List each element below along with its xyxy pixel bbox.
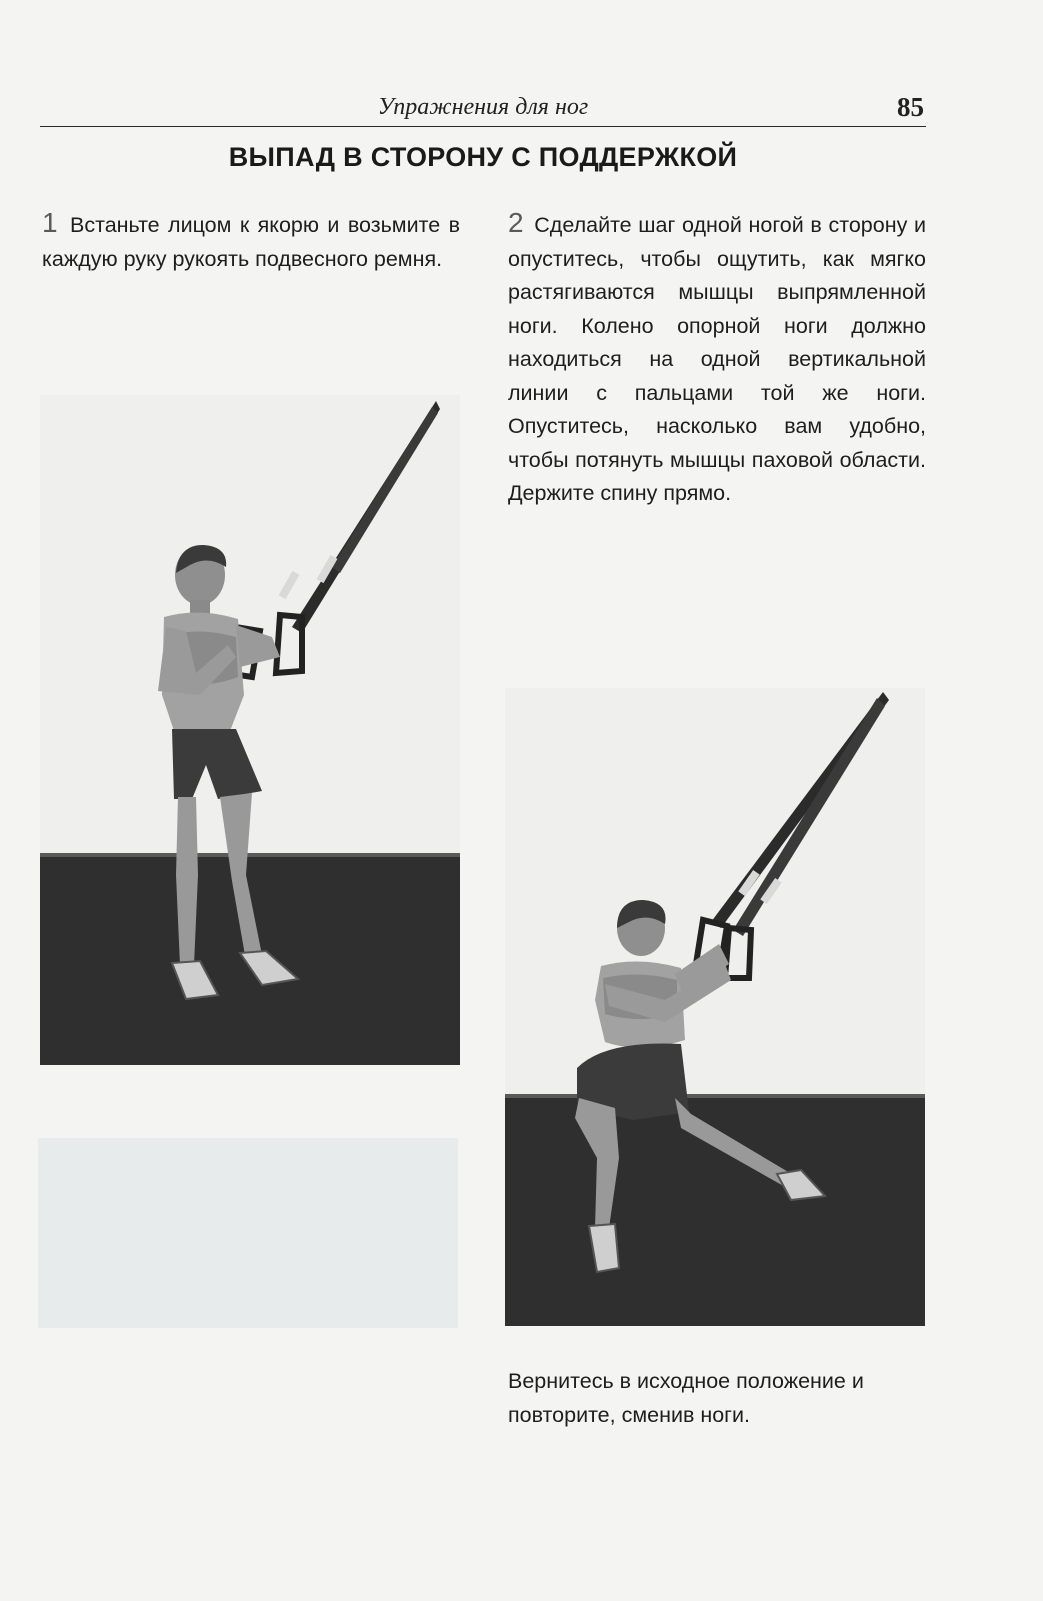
- step-2: [508, 206, 926, 511]
- step-number: 2: [508, 207, 524, 238]
- woman-holding-straps-standing-icon: [40, 395, 460, 1065]
- section-title: ВЫПАД В СТОРОНУ С ПОДДЕРЖКОЙ: [228, 142, 738, 172]
- bleed-through-shadow: [38, 1138, 458, 1328]
- step-text: Встаньте лицом к якорю и возьмите в каждую руку рукоять подвесного ремня.: [42, 213, 461, 271]
- running-header: [40, 92, 926, 127]
- photo-step-2-side-lunge: [505, 688, 925, 1326]
- step-number: 1: [42, 207, 58, 238]
- page-number: 85: [897, 92, 924, 122]
- step-text: Сделайте шаг одной ногой в сторону и опуститесь, чтобы ощутить, как мягко растягиваются мышцы выпрямленной ноги. Колено опорной ноги должно находиться на одной вертикальной линии с пальцами той же ноги. Опуститесь, насколько вам удобно, чтобы потянуть мышцы паховой области. Держите спину прямо.: [508, 213, 926, 505]
- step-1: [42, 206, 460, 276]
- photo-step-1-standing: [40, 395, 460, 1065]
- woman-side-lunge-with-straps-icon: [505, 688, 925, 1326]
- running-title: Упражнения для ног: [377, 94, 589, 120]
- final-note: Вернитесь в исходное положение и повторите, сменив ноги.: [508, 1369, 864, 1427]
